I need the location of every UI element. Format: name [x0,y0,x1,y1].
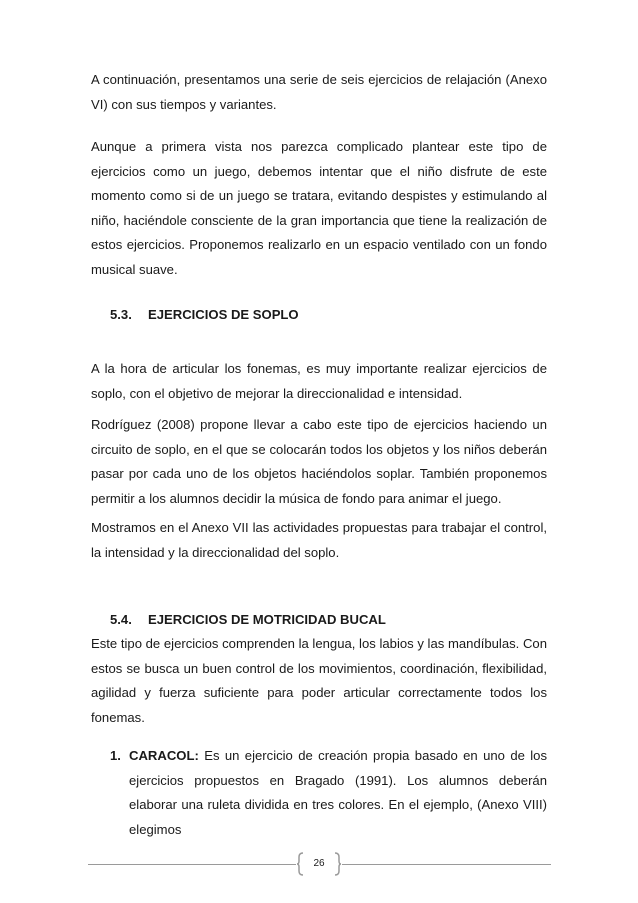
page-number: 26 [313,858,325,869]
list-item [110,744,547,842]
section-number: 5.3. [110,307,132,322]
section-title: EJERCICIOS DE SOPLO [148,307,299,322]
paragraph-soplo-annex: Mostramos en el Anexo VII las actividades propuestas para trabajar el control, la intensidad y la direccionalidad del soplo. [91,520,547,560]
section-number: 5.4. [110,612,132,627]
paragraph-motricidad-intro: Este tipo de ejercicios comprenden la lengua, los labios y las mandíbulas. Con estos se busca un buen control de los movimientos, coordinación, flexibilidad, agilidad y fuerza suficiente para poder articular correctamente todos los fonemas. [91,636,547,725]
list-item-term: CARACOL: [129,748,199,763]
footer-rule-right [342,864,551,865]
paragraph-soplo-intro: A la hora de articular los fonemas, es muy importante realizar ejercicios de soplo, con el objetivo de mejorar la direccionalidad e intensidad. [91,361,547,401]
section-heading-5-4 [110,610,386,630]
list-item-body [129,744,547,842]
page-number-box [297,852,341,876]
section-title: EJERCICIOS DE MOTRICIDAD BUCAL [148,612,386,627]
list-item-number: 1. [110,748,121,763]
footer-rule-left [88,864,296,865]
paragraph-relaxation-game: Aunque a primera vista nos parezca complicado plantear este tipo de ejercicios como un juego, debemos intentar que el niño disfrute de este momento como si de un juego se tratara, evitando despistes y estimulando al niño, haciéndole consciente de la gran importancia que tiene la realización de estos ejercicios. Proponemos realizarlo en un espacio ventilado con un fondo musical suave. [91,139,547,277]
section-heading-5-3 [110,305,299,325]
paragraph-soplo-circuit: Rodríguez (2008) propone llevar a cabo este tipo de ejercicios haciendo un circuito de soplo, en el que se colocarán todos los objetos y los niños deberán pasar por cada uno de los objetos haciéndolos soplar. También proponemos permitir a los alumnos decidir la música de fondo para animar el juego. [91,417,547,506]
paragraph-relaxation-intro: A continuación, presentamos una serie de seis ejercicios de relajación (Anexo VI) con sus tiempos y variantes. [91,72,547,112]
list-item-text: Es un ejercicio de creación propia basado en uno de los ejercicios propuestos en Bragado (1991). Los alumnos deberán elaborar una ruleta dividida en tres colores. En el ejemplo, (Anexo VIII) elegimos [129,748,547,837]
